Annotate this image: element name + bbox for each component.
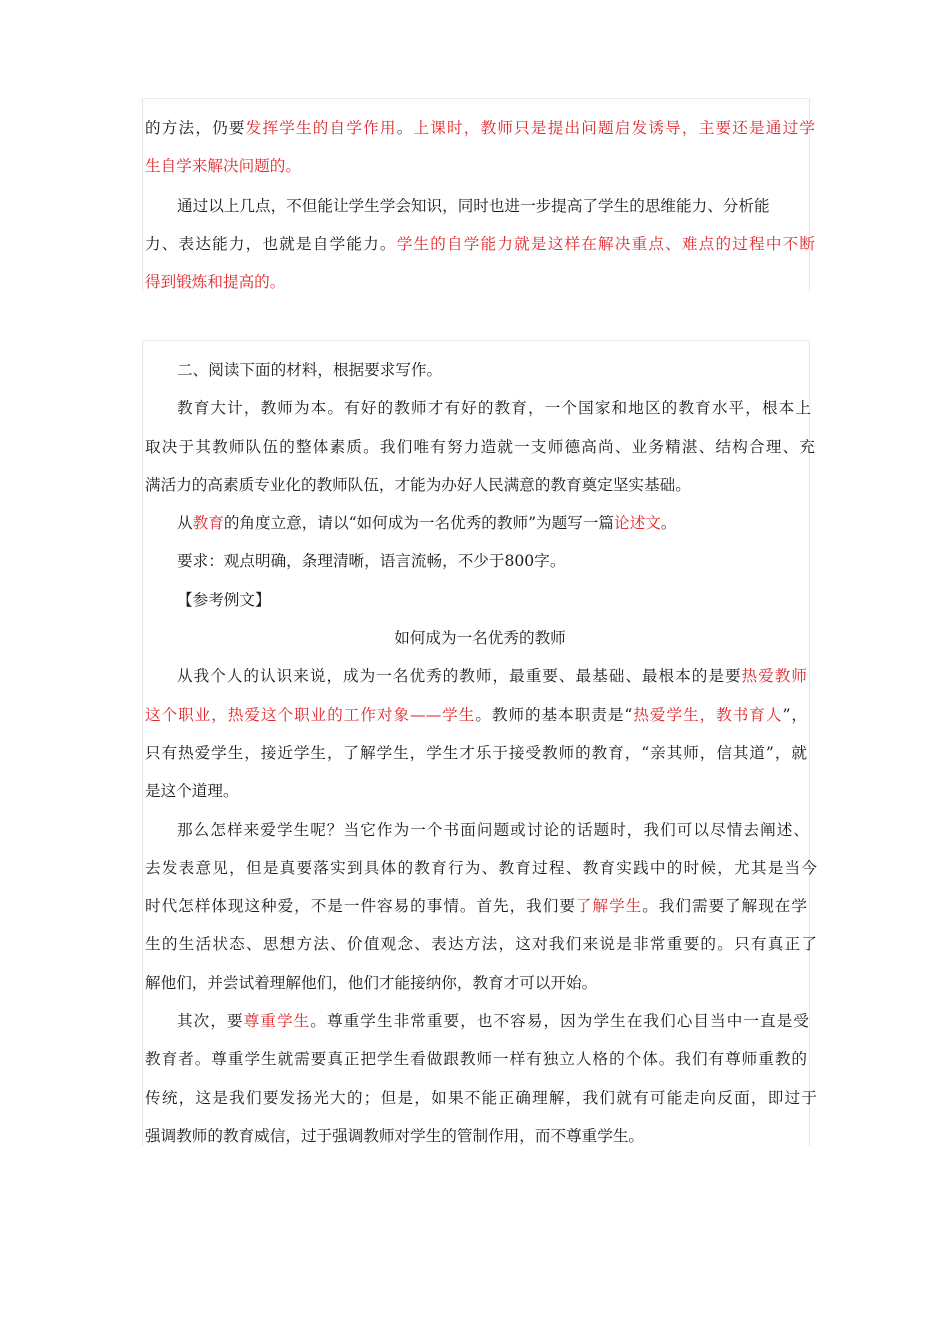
paragraph-line xyxy=(145,437,815,457)
text-run: ”， xyxy=(782,706,807,724)
essay-title xyxy=(145,628,815,648)
text-run: 其次，要 xyxy=(177,1012,244,1030)
paragraph-line xyxy=(145,1126,815,1146)
highlighted-text: 这个职业，热爱这个职业的工作对象——学生 xyxy=(145,706,476,724)
paragraph-line xyxy=(145,1049,807,1069)
text-run: 力、表达能力，也就是自学能力。 xyxy=(145,235,397,253)
paragraph-line xyxy=(145,858,817,878)
text-run: 取决于其教师队伍的整体素质。我们唯有努力造就一支师德高尚、业务精湛、结构合理、充 xyxy=(145,438,815,456)
paragraph-line xyxy=(145,705,807,725)
paragraph-line xyxy=(145,934,817,954)
highlighted-text: 论述文 xyxy=(614,514,661,532)
paragraph-line xyxy=(145,1088,817,1108)
text-run: 只有热爱学生，接近学生，了解学生，学生才乐于接受教师的教育，“亲其师，信其道”，就 xyxy=(145,744,807,762)
paragraph-line xyxy=(145,272,815,292)
highlighted-text: 热爱学生，教书育人 xyxy=(632,706,783,724)
highlighted-text: 发挥学生的自学作用 xyxy=(245,119,397,137)
text-run: 的方法，仍要 xyxy=(145,119,246,137)
paragraph-line xyxy=(145,781,815,801)
text-run: 强调教师的教育威信，过于强调教师对学生的管制作用，而不尊重学生。 xyxy=(145,1127,645,1145)
paragraph-line xyxy=(177,666,807,686)
text-run: 生的生活状态、思想方法、价值观念、表达方法，这对我们来说是非常重要的。只有真正了 xyxy=(145,935,817,953)
text-run: 二、阅读下面的材料，根据要求写作。 xyxy=(177,361,443,379)
text-run: 【参考例文】 xyxy=(177,591,271,609)
highlighted-text: 学生的自学能力就是这样在解决重点、难点的过程中不断 xyxy=(396,235,815,253)
paragraph-line xyxy=(145,973,815,993)
highlighted-text: 尊重学生 xyxy=(243,1012,311,1030)
paragraph-line xyxy=(145,743,807,763)
question-heading xyxy=(177,360,847,380)
text-run: 那么怎样来爱学生呢？当它作为一个书面问题或讨论的话题时，我们可以尽情去阐述、 xyxy=(177,821,809,839)
text-run: 去发表意见，但是真要落实到具体的教育行为、教育过程、教育实践中的时候，尤其是当今 xyxy=(145,859,817,877)
paragraph-line xyxy=(145,475,815,495)
text-run: 。我们需要了解现在学 xyxy=(642,897,807,915)
text-run: 要求：观点明确，条理清晰，语言流畅，不少于800字。 xyxy=(177,552,566,570)
paragraph-line xyxy=(177,1011,809,1031)
paragraph-line xyxy=(145,118,815,138)
paragraph-line xyxy=(145,234,815,254)
highlighted-text: 生自学来解决问题的。 xyxy=(145,157,301,175)
text-run: 教育大计，教师为本。有好的教师才有好的教育，一个国家和地区的教育水平，根本上 xyxy=(177,399,811,417)
highlighted-text: 教育 xyxy=(192,514,224,532)
text-run: 通过以上几点，不但能让学生学会知识，同时也进一步提高了学生的思维能力、分析能 xyxy=(177,197,770,215)
text-run: 。尊重学生非常重要，也不容易，因为学生在我们心目当中一直是受 xyxy=(310,1012,809,1030)
paragraph-line xyxy=(177,196,815,216)
paragraph-line xyxy=(177,820,809,840)
requirements-line xyxy=(177,551,847,571)
text-run: 。教师的基本职责是“ xyxy=(475,706,633,724)
reference-label xyxy=(177,590,847,610)
text-run: 从我个人的认识来说，成为一名优秀的教师，最重要、最基础、最根本的是要 xyxy=(177,667,742,685)
text-run: 满活力的高素质专业化的教师队伍，才能为办好人民满意的教育奠定坚实基础。 xyxy=(145,476,691,494)
highlighted-text: 热爱教师 xyxy=(741,667,807,685)
text-run: 如何成为一名优秀的教师 xyxy=(394,629,566,647)
text-run: 传统，这是我们要发扬光大的；但是，如果不能正确理解，我们就有可能走向反面，即过于 xyxy=(145,1089,817,1107)
highlighted-text: 上课时，教师只是提出问题启发诱导，主要还是通过学 xyxy=(413,119,815,137)
paragraph-line xyxy=(145,156,815,176)
text-run: 时代怎样体现这种爱，不是一件容易的事情。首先，我们要 xyxy=(145,897,576,915)
paragraph-line xyxy=(145,896,807,916)
text-run: 解他们，并尝试着理解他们，他们才能接纳你，教育才可以开始。 xyxy=(145,974,598,992)
highlighted-text: 了解学生 xyxy=(575,897,643,915)
text-run: 教育者。尊重学生就需要真正把学生看做跟教师一样有独立人格的个体。我们有尊师重教的 xyxy=(145,1050,807,1068)
text-run: 从 xyxy=(177,514,193,532)
text-run: 的角度立意，请以“如何成为一名优秀的教师”为题写一篇 xyxy=(223,514,615,532)
text-run: 是这个道理。 xyxy=(145,782,239,800)
paragraph-line xyxy=(177,513,847,533)
highlighted-text: 得到锻炼和提高的。 xyxy=(145,273,286,291)
paragraph-line xyxy=(177,398,811,418)
text-run: 。 xyxy=(660,514,677,532)
text-run: 。 xyxy=(396,119,414,137)
